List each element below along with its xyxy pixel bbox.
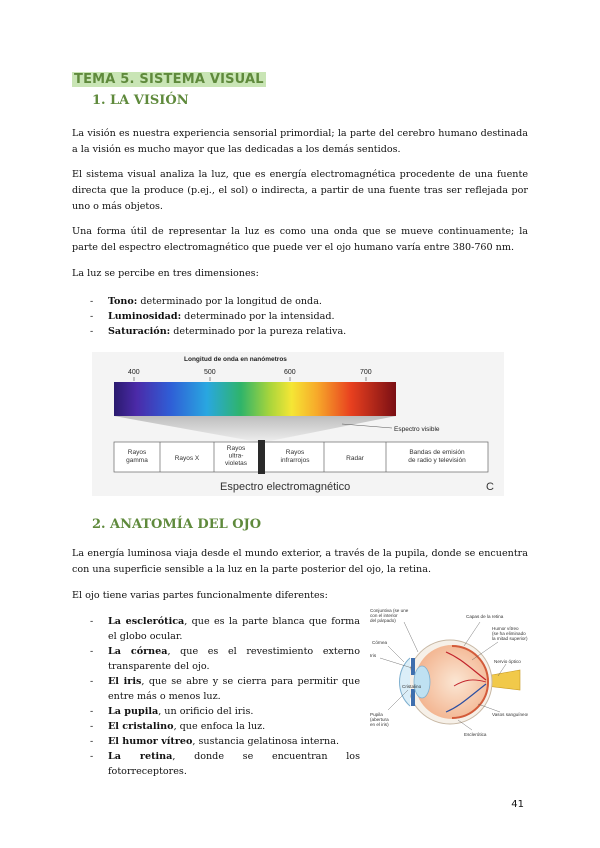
eye-label-cornea: Córnea <box>372 640 388 645</box>
page-number: 41 <box>511 799 524 810</box>
list-item: - La esclerótica, que es la parte blanca que forma el globo ocular. <box>90 616 360 642</box>
eye-label-nervio: Nervio óptico <box>494 659 521 664</box>
list-item: - Saturación: determinado por la pureza relativa. <box>90 326 347 337</box>
dimensions-list <box>90 294 490 339</box>
visible-spectrum-label: Espectro visible <box>394 426 440 433</box>
paragraph-vision-intro: La visión es nuestra experiencia sensorial primordial; la parte del cerebro humano destinada a la visión es mucho mayor que las dedicadas a los demás sentidos. <box>72 128 528 155</box>
eye-label-esclerotica: Esclerótica <box>464 732 487 737</box>
list-item: - El humor vítreo, sustancia gelatinosa interna. <box>90 736 339 747</box>
eye-label-humor: Humor vítreo (se ha eliminado la mitad superior) <box>492 626 528 641</box>
list-item: - La retina, donde se encuentran los fotorreceptores. <box>90 751 360 777</box>
eye-label-vasos: Vasos sanguíneos <box>492 712 528 717</box>
band-label: Rayos X <box>174 455 200 462</box>
spectrum-title: Longitud de onda en nanómetros <box>184 356 287 363</box>
list-item: - Tono: determinado por la longitud de onda. <box>90 296 322 307</box>
band-label: Bandas de emisión de radio y televisión <box>408 449 466 464</box>
eye-anatomy-figure <box>368 606 528 754</box>
section-heading-anatomy <box>92 517 261 532</box>
list-item: - La córnea, que es el revestimiento externo transparente del ojo. <box>90 646 360 672</box>
eye-label-conjuntiva: Conjuntiva (se une con el interior del párpado) <box>370 608 409 623</box>
band-label: Radar <box>346 455 364 462</box>
section-number: 1. <box>92 93 106 108</box>
paragraph-light-wave: Una forma útil de representar la luz es como una onda que se mueve continuamente; la parte del espectro electromagnético que puede ver el ojo humano varía entre 380-760 nm. <box>72 226 528 253</box>
band-label: Rayos gamma <box>126 449 148 464</box>
eye-parts-list <box>90 614 360 779</box>
eye-label-pupila: Pupila (abertura en el iris) <box>370 712 389 727</box>
band-label: Rayos infrarrojos <box>280 449 310 464</box>
eye-label-capas: Capas de la retina <box>466 614 504 619</box>
section-title: LA VISIÓN <box>110 93 189 108</box>
tick-label: 400 <box>128 369 140 376</box>
paragraph-eye-parts-intro: El ojo tiene varias partes funcionalmente diferentes: <box>72 590 328 601</box>
section-number: 2. <box>92 517 106 532</box>
list-item: - El iris, que se abre y se cierra para permitir que entre más o menos luz. <box>90 676 360 702</box>
figure-corner-letter: C <box>486 481 494 493</box>
eye-label-cristalino: Cristalino <box>402 684 422 689</box>
section-title: ANATOMÍA DEL OJO <box>110 517 262 532</box>
tick-label: 600 <box>284 369 296 376</box>
list-item: - La pupila, un orificio del iris. <box>90 706 254 717</box>
spectrum-caption: Espectro electromagnético <box>220 481 351 493</box>
tick-label: 500 <box>204 369 216 376</box>
visible-spectrum-bar <box>114 382 396 416</box>
tick-label: 700 <box>360 369 372 376</box>
band-label: Rayos ultra-violetas <box>224 445 248 467</box>
section-heading-vision <box>92 93 189 108</box>
list-item: - El cristalino, que enfoca la luz. <box>90 721 266 732</box>
topic-heading: TEMA 5. SISTEMA VISUAL <box>74 72 264 87</box>
paragraph-dimensions-intro: La luz se percibe en tres dimensiones: <box>72 268 259 279</box>
eye-label-iris: Iris <box>370 653 377 658</box>
list-item: - Luminosidad: determinado por la intensidad. <box>90 311 335 322</box>
paragraph-visual-system: El sistema visual analiza la luz, que es energía electromagnética procedente de una fuente directa que la produce (p.ej., el sol) o indirecta, a partir de una fuente tras ser reflejada por uno o más objetos. <box>72 169 528 212</box>
electromagnetic-spectrum-figure <box>92 352 504 496</box>
paragraph-light-path: La energía luminosa viaja desde el mundo exterior, a través de la pupila, donde se encuentra con una superficie sensible a la luz en la parte posterior del ojo, la retina. <box>72 548 528 575</box>
